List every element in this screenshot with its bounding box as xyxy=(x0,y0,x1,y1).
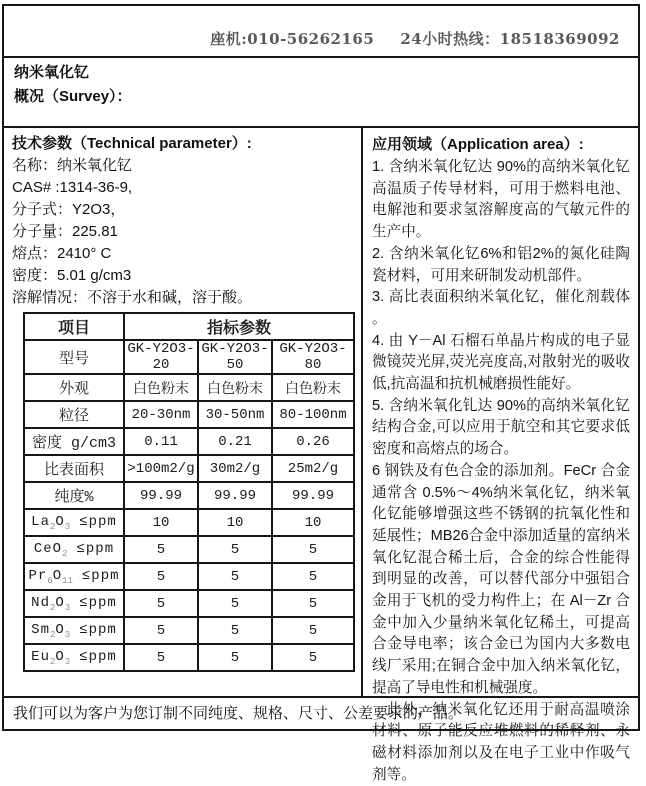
spec-table-header-row xyxy=(24,313,354,340)
contact-header xyxy=(4,6,638,58)
value-cell: 5 xyxy=(272,536,354,563)
table-row xyxy=(24,401,354,428)
row-label xyxy=(24,509,124,536)
table-row xyxy=(24,455,354,482)
value-cell: 99.99 xyxy=(124,482,198,509)
value-cell: 5 xyxy=(272,644,354,671)
chemical-formula: $Sm_2O_3$ xyxy=(31,621,71,640)
value-cell: 白色粉末 xyxy=(272,374,354,401)
limit-suffix: ≤ppm xyxy=(81,568,120,585)
value-cell: 10 xyxy=(124,509,198,536)
table-row xyxy=(24,509,354,536)
application-paragraph: 此外，纳米氧化钇还用于耐高温喷涂材料、原子能反应堆燃料的稀释剂、永磁材料添加剂以及在电子工业中作吸气剂等。 xyxy=(372,701,630,783)
title-section xyxy=(4,58,638,128)
row-label: 比表面积 xyxy=(24,455,124,482)
value-cell: 99.99 xyxy=(198,482,272,509)
row-label: 粒径 xyxy=(24,401,124,428)
tech-line-cas: CAS# :1314-36-9, xyxy=(12,179,133,196)
value-cell: 5 xyxy=(198,536,272,563)
value-cell: 30-50nm xyxy=(198,401,272,428)
value-cell: 5 xyxy=(124,590,198,617)
value-cell: 5 xyxy=(272,563,354,590)
value-cell: 20-30nm xyxy=(124,401,198,428)
value-cell: 10 xyxy=(198,509,272,536)
spec-table-header-item: 项目 xyxy=(24,313,124,340)
application-paragraph: 2. 含纳米氧化钇6%和铝2%的氮化硅陶瓷材料，可用来研制发动机部件。 xyxy=(372,245,630,284)
footer-bar xyxy=(4,696,638,729)
table-row xyxy=(24,482,354,509)
value-cell: GK-Y2O3-50 xyxy=(198,340,272,374)
tech-line-name: 名称：纳米氧化钇 xyxy=(12,157,133,174)
value-cell: 5 xyxy=(198,563,272,590)
table-row xyxy=(24,340,354,374)
application-paragraph-list xyxy=(372,157,630,786)
chemical-formula: $Pr_6O_{11}$ xyxy=(28,567,73,586)
limit-suffix: ≤ppm xyxy=(79,649,117,666)
application-paragraph: 3. 高比表面积纳米氧化钇，催化剂载体 。 xyxy=(372,289,630,327)
row-label xyxy=(24,563,124,590)
row-label xyxy=(24,644,124,671)
application-paragraph: 5. 含纳米氧化钆达 90%的高纳米氧化钇结构合金,可以应用于航空和其它要求低密度和高熔点的场合。 xyxy=(372,397,630,458)
survey-heading: 概况（Survey）： xyxy=(14,88,132,105)
chemical-formula: $Nd_2O_3$ xyxy=(31,594,71,613)
value-cell: 30m2/g xyxy=(198,455,272,482)
limit-suffix: ≤ppm xyxy=(79,622,117,639)
value-cell: >100m2/g xyxy=(124,455,198,482)
phone-number: 座机:010-56262165 xyxy=(210,30,375,48)
row-label: 外观 xyxy=(24,374,124,401)
value-cell: 5 xyxy=(272,617,354,644)
value-cell: 5 xyxy=(198,590,272,617)
value-cell: 白色粉末 xyxy=(124,374,198,401)
spec-table-header-params: 指标参数 xyxy=(124,313,354,340)
table-row xyxy=(24,590,354,617)
row-label: 纯度% xyxy=(24,482,124,509)
page-title: 纳米氧化钇 xyxy=(14,64,90,81)
row-label: 型号 xyxy=(24,340,124,374)
value-cell: 10 xyxy=(272,509,354,536)
tech-line-formula: 分子式：Y2O3， xyxy=(12,201,126,218)
value-cell: 0.26 xyxy=(272,428,354,455)
footer-note: 我们可以为客户为您订制不同纯度、规格、尺寸、公差要求的产品。 xyxy=(13,704,464,722)
document-page xyxy=(2,4,640,783)
table-row xyxy=(24,617,354,644)
table-row xyxy=(24,374,354,401)
chemical-formula: CeO$_2$ xyxy=(33,540,68,559)
technical-parameters-heading: 技术参数（Technical parameter）: xyxy=(12,135,252,152)
value-cell: 0.21 xyxy=(198,428,272,455)
value-cell: 99.99 xyxy=(272,482,354,509)
tech-line-melting-point: 熔点：2410° C xyxy=(12,245,112,262)
spec-table-body xyxy=(24,340,354,671)
value-cell: GK-Y2O3-20 xyxy=(124,340,198,374)
application-area-heading: 应用领域（Application area）: xyxy=(372,136,584,153)
chemical-formula: $Eu_2O_3$ xyxy=(31,648,71,667)
table-row xyxy=(24,428,354,455)
row-label xyxy=(24,590,124,617)
value-cell: 5 xyxy=(124,644,198,671)
value-cell: 5 xyxy=(124,563,198,590)
table-row xyxy=(24,536,354,563)
table-row xyxy=(24,644,354,671)
row-label xyxy=(24,617,124,644)
technical-parameters-column xyxy=(4,128,363,696)
hotline-number: 24小时热线：18518369092 xyxy=(400,30,620,48)
row-label: 密度 g/cm3 xyxy=(24,428,124,455)
value-cell: GK-Y2O3-80 xyxy=(272,340,354,374)
application-area-column xyxy=(363,128,638,783)
application-paragraph: 1. 含纳米氧化钇达 90%的高纳米氧化钇高温质子传导材料，可用于燃料电池、电解池和要求氢溶解度高的气敏元件的生产中。 xyxy=(372,159,630,241)
value-cell: 5 xyxy=(124,536,198,563)
limit-suffix: ≤ppm xyxy=(76,541,115,558)
row-label xyxy=(24,536,124,563)
chemical-formula: $La_2O_3$ xyxy=(31,513,71,532)
tech-line-solubility: 溶解情况：不溶于水和碱，溶于酸。 xyxy=(12,289,253,306)
spec-table xyxy=(23,312,355,672)
value-cell: 5 xyxy=(124,617,198,644)
table-row xyxy=(24,563,354,590)
value-cell: 0.11 xyxy=(124,428,198,455)
value-cell: 白色粉末 xyxy=(198,374,272,401)
limit-suffix: ≤ppm xyxy=(79,514,117,531)
contact-info xyxy=(210,28,620,49)
tech-line-molar-mass: 分子量：225.81 xyxy=(12,223,118,240)
value-cell: 5 xyxy=(272,590,354,617)
value-cell: 5 xyxy=(198,617,272,644)
application-paragraph: 4. 由 Y－Al 石榴石单晶片构成的电子显微镜荧光屏,荧光亮度高,对散射光的吸收低,抗高温和抗机械磨损性能好。 xyxy=(372,332,630,393)
tech-line-density: 密度：5.01 g/cm3 xyxy=(12,267,132,284)
application-paragraph: 6 钢铁及有色合金的添加剂。FeCr 合金通常含 0.5%～4%纳米氧化钇，纳米氧化钇能够增强这些不锈钢的抗氧化性和延展性；MB26合金中添加适量的富纳米氧化钇混合稀土后，合金的综合性能得到明显的改善，可以替代部分中强铝合金用于飞机的受力构件上；在 Al－Zr 合金中加入少量纳米氧化钇稀土，可提高合金导电率；该合金已为国内大多数电线厂采用;在铜合金中加入纳米氧化钇，提高了导电性和机械强度。 xyxy=(372,462,630,696)
limit-suffix: ≤ppm xyxy=(79,595,117,612)
value-cell: 5 xyxy=(198,644,272,671)
value-cell: 80-100nm xyxy=(272,401,354,428)
value-cell: 25m2/g xyxy=(272,455,354,482)
